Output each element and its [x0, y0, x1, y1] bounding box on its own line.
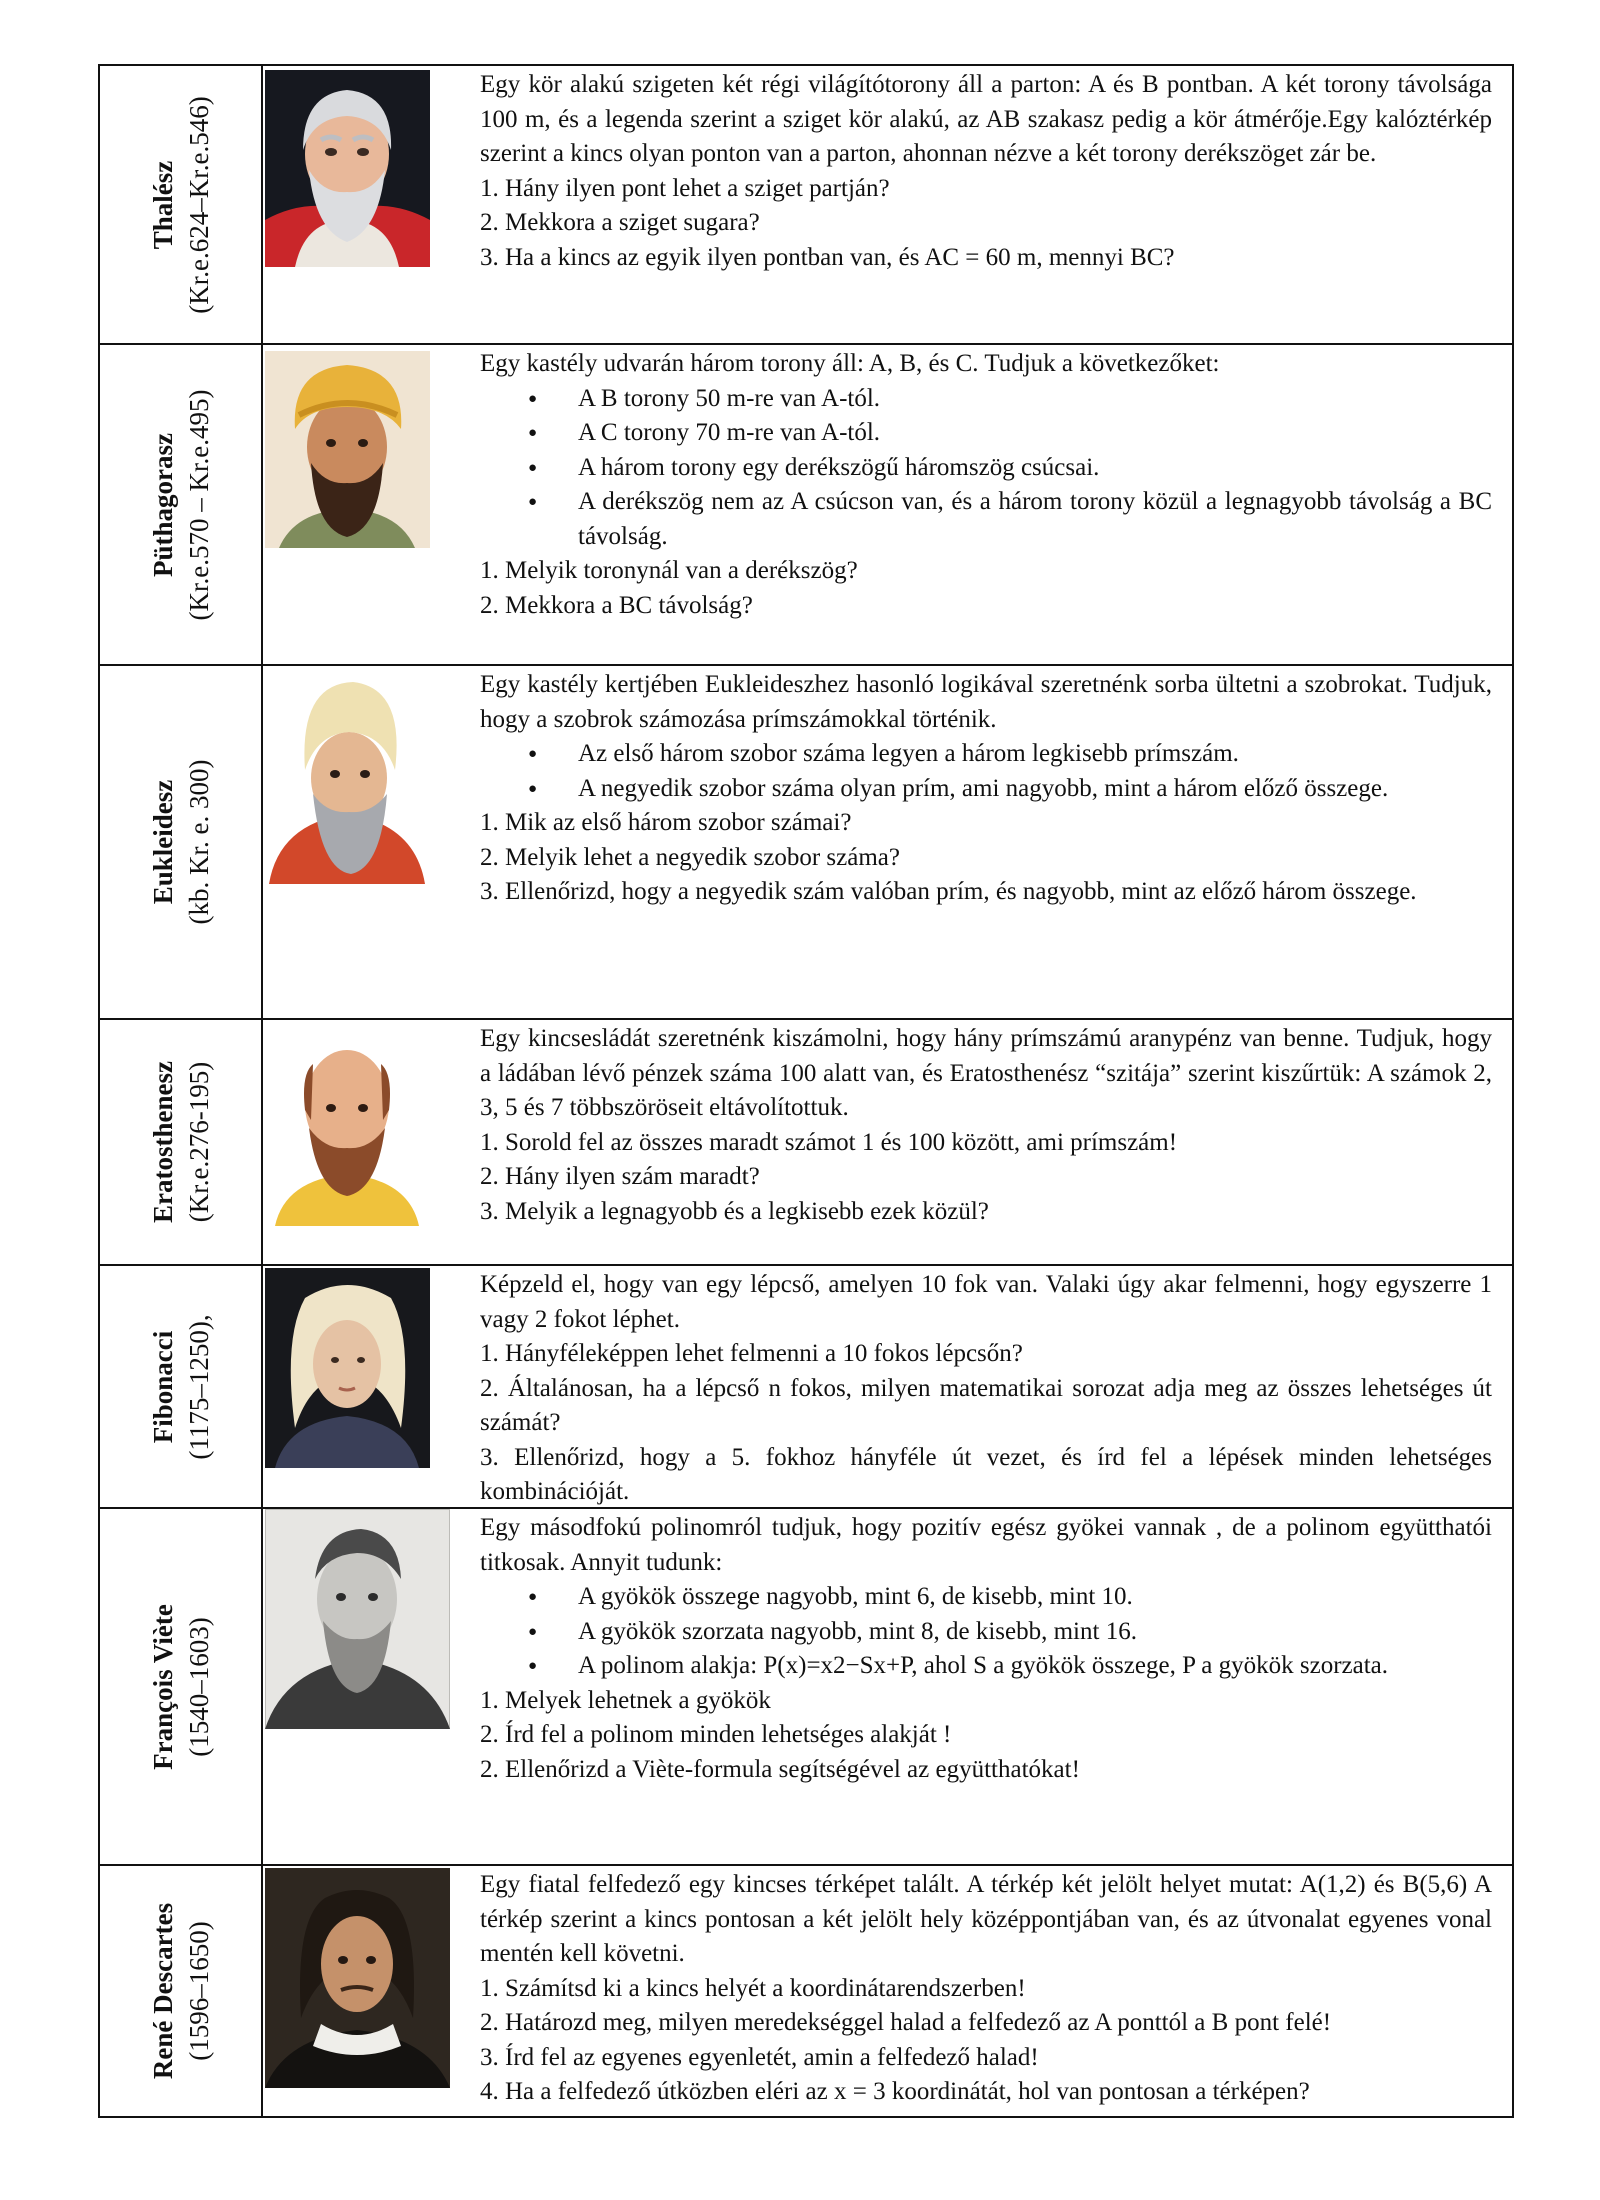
task-intro: Egy kastély kertjében Eukleideszhez hasonló logikával szeretnénk sorba ültetni a szobrokat. Tudjuk, hogy a szobrok számozása prímszámokkal történik.	[480, 671, 1492, 733]
question: 2. Hány ilyen szám maradt?	[480, 1163, 760, 1190]
list-item: ● A negyedik szobor száma olyan prím, ami nagyobb, mint a három előző összege.	[578, 772, 1492, 807]
row-eratosthenes	[100, 1020, 1512, 1266]
mathematician-name: Eratosthenesz	[147, 1061, 178, 1223]
hooded-sage-portrait	[265, 674, 430, 889]
turban-man-portrait	[265, 351, 430, 553]
name-cell	[100, 66, 263, 343]
task-text	[480, 347, 1492, 623]
task-intro: Egy kör alakú szigeten két régi világítótorony áll a parton: A és B pontban. A két torony távolsága 100 m, és a legenda szerint a sziget kör alakú, az AB szakasz pedig a kör átmérője.Egy kalóztérkép szerint a kincs olyan ponton van a parton, ahonnan nézve a két torony derékszöget zár be.	[480, 71, 1492, 167]
name-cell	[100, 1866, 263, 2116]
engraved-man-portrait	[265, 1509, 450, 1734]
list-item: ● A három torony egy derékszögű háromszög csúcsai.	[578, 451, 1492, 486]
task-intro: Képzeld el, hogy van egy lépcső, amelyen 10 fok van. Valaki úgy akar felmenni, hogy egyszerre 1 vagy 2 fokot léphet.	[480, 1271, 1492, 1333]
conditions-list	[480, 737, 1492, 806]
question: 1. Mik az első három szobor számai?	[480, 809, 852, 836]
mathematician-years: (1596–1650)	[183, 1921, 214, 2061]
question: 4. Ha a felfedező útközben eléri az x = 3 koordinátát, hol van pontosan a térképen?	[480, 2078, 1310, 2105]
question: 3. Ellenőrizd, hogy a 5. fokhoz hányféle út vezet, és írd fel a lépések minden lehetséges kombinációját.	[480, 1443, 1492, 1505]
mathematician-name: François Viète	[147, 1603, 178, 1770]
mathematician-name: Fibonacci	[147, 1330, 178, 1443]
task-intro: Egy fiatal felfedező egy kincses térképet talált. A térkép két jelölt helyet mutat: A(1,2) és B(5,6) A térkép szerint a kincs pontosan a két jelölt hely középpontjában van, és az útvonalat egyenes vonal mentén kell követni.	[480, 1871, 1492, 1967]
row-viete	[100, 1509, 1512, 1866]
question: 2. Ellenőrizd a Viète-formula segítségével az együtthatókat!	[480, 1755, 1080, 1783]
question: 3. Ellenőrizd, hogy a negyedik szám valóban prím, és nagyobb, mint az előző három összege.	[480, 878, 1417, 905]
question: 1. Hányféleképpen lehet felmenni a 10 fokos lépcsőn?	[480, 1340, 1023, 1367]
list-item: ● A gyökök szorzata nagyobb, mint 8, de kisebb, mint 16.	[578, 1615, 1492, 1650]
row-fibonacci	[100, 1266, 1512, 1509]
task-text	[480, 1268, 1492, 1510]
question: 2. Mekkora a BC távolság?	[480, 591, 753, 619]
task-text	[480, 1868, 1492, 2110]
row-thales	[100, 66, 1512, 345]
question: 2. Határozd meg, milyen meredekséggel halad a felfedező az A ponttól a B pont felé!	[480, 2009, 1332, 2036]
question: 1. Hány ilyen pont lehet a sziget partján?	[480, 174, 890, 202]
mathematician-years: (Kr.e.624–Kr.e.546)	[183, 95, 214, 314]
name-cell	[100, 666, 263, 1018]
question: 1. Számítsd ki a kincs helyét a koordinátarendszerben!	[480, 1974, 1026, 2002]
bald-bearded-man-portrait	[265, 1024, 430, 1231]
mathematician-name: Eukleidesz	[147, 779, 178, 905]
mathematician-years: (Kr.e.570 – Kr.e.495)	[183, 389, 214, 620]
row-pythagoras	[100, 345, 1512, 666]
mathematician-years: (Kr.e.276-195)	[183, 1061, 214, 1223]
capped-man-portrait	[265, 1268, 430, 1473]
task-intro: Egy másodfokú polinomról tudjuk, hogy pozitív egész gyökei vannak , de a polinom együtthatói titkosak. Annyit tudunk:	[480, 1514, 1492, 1576]
task-text	[480, 1022, 1492, 1229]
question: 1. Melyik toronynál van a derékszög?	[480, 557, 858, 584]
name-cell	[100, 1509, 263, 1864]
list-item: ● Az első három szobor száma legyen a három legkisebb prímszám.	[578, 737, 1492, 772]
question: 3. Melyik a legnagyobb és a legkisebb ezek közül?	[480, 1197, 989, 1225]
name-cell	[100, 1266, 263, 1507]
conditions-list	[480, 382, 1492, 555]
mathematician-years: (1540–1603)	[183, 1616, 214, 1757]
list-item: ● A polinom alakja: P(x)=x2−Sx+P, ahol S a gyökök összege, P a gyökök szorzata.	[578, 1649, 1492, 1684]
conditions-list	[480, 1580, 1492, 1684]
bearded-sage-portrait	[265, 70, 430, 272]
math-history-worksheet	[98, 64, 1514, 2118]
list-item: ● A C torony 70 m-re van A-tól.	[578, 416, 1492, 451]
task-text	[480, 1511, 1492, 1787]
question: 3. Ha a kincs az egyik ilyen pontban van, és AC = 60 m, mennyi BC?	[480, 243, 1175, 271]
task-intro: Egy kastély udvarán három torony áll: A, B, és C. Tudjuk a következőket:	[480, 350, 1220, 377]
question: 2. Mekkora a sziget sugara?	[480, 209, 760, 236]
mathematician-name: René Descartes	[147, 1902, 178, 2080]
mathematician-years: (1175–1250),	[183, 1313, 214, 1460]
name-cell	[100, 1020, 263, 1264]
task-text	[480, 68, 1492, 275]
task-text	[480, 668, 1492, 910]
list-item: ● A B torony 50 m-re van A-tól.	[578, 382, 1492, 417]
list-item: ● A gyökök összege nagyobb, mint 6, de kisebb, mint 10.	[578, 1580, 1492, 1615]
question: 2. Írd fel a polinom minden lehetséges alakját !	[480, 1721, 952, 1748]
question: 1. Melyek lehetnek a gyökök	[480, 1686, 771, 1714]
question: 1. Sorold fel az összes maradt számot 1 és 100 között, ami prímszám!	[480, 1128, 1178, 1156]
list-item: ● A derékszög nem az A csúcson van, és a három torony közül a legnagyobb távolság a BC távolság.	[578, 485, 1492, 554]
name-cell	[100, 345, 263, 664]
question: 2. Melyik lehet a negyedik szobor száma?	[480, 843, 900, 871]
task-intro: Egy kincsesládát szeretnénk kiszámolni, hogy hány prímszámú aranypénz van benne. Tudjuk, hogy a ládában lévő pénzek száma 100 alatt van, és Eratosthenész “szitája” szerint kiszűrtük: A számok 2, 3, 5 és 7 többszöröseit eltávolítottuk.	[480, 1025, 1492, 1121]
painted-man-portrait	[265, 1868, 450, 2093]
question: 3. Írd fel az egyenes egyenletét, amin a felfedező halad!	[480, 2043, 1039, 2071]
row-euclid	[100, 666, 1512, 1020]
mathematician-name: Thalész	[147, 160, 178, 249]
row-descartes	[100, 1866, 1512, 2116]
mathematician-name: Püthagorasz	[147, 432, 178, 577]
question: 2. Általánosan, ha a lépcső n fokos, milyen matematikai sorozat adja meg az összes lehetséges út számát?	[480, 1374, 1492, 1436]
mathematician-years: (kb. Kr. e. 300)	[183, 759, 214, 925]
